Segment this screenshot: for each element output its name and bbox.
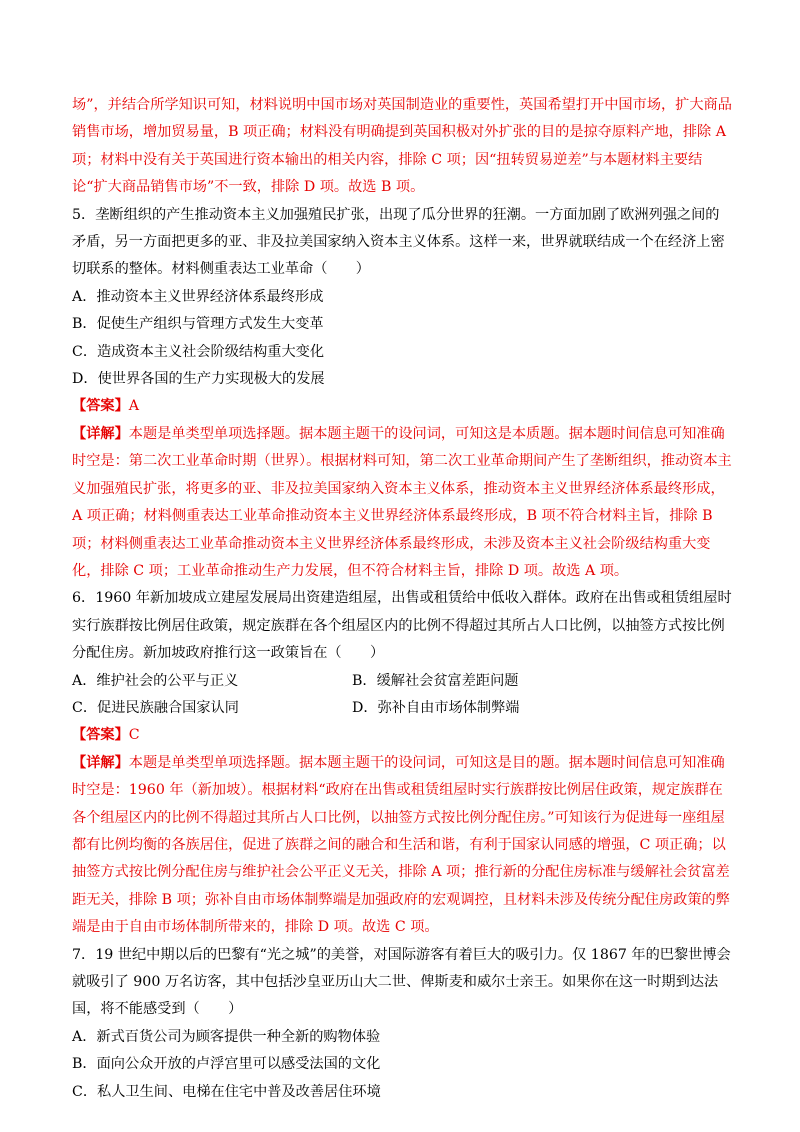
question-6-stem: 6．1960 年新加坡成立建屋发展局出资建造组屋，出售或租赁给中低收入群体。政府在出售或租赁组屋时实行族群按比例居住政策，规定族群在各个组屋区内的比例不得超过其所占人口比例，以抽签方式按比例分配住房。新加坡政府推行这一政策旨在（ ） (72, 590, 732, 662)
question-7-option-b: B．面向公众开放的卢浮宫里可以感受法国的文化 (72, 1056, 381, 1073)
question-5-option-b: B．促使生产组织与管理方式发生大变革 (72, 316, 324, 333)
document-page (72, 92, 732, 1106)
question-5-stem: 5．垄断组织的产生推动资本主义加强殖民扩张，出现了瓜分世界的狂潮。一方面加剧了欧洲列强之间的矛盾，另一方面把更多的亚、非及拉美国家纳入资本主义体系。这样一来，世界就联结成一个在经济上密切联系的整体。材料侧重表达工业革命（ ） (72, 206, 725, 278)
question-5-answer (72, 393, 732, 420)
answer-value: A (128, 398, 140, 415)
question-6-option-d: D．弥补自由市场体制弊端 (352, 699, 520, 716)
question-6 (72, 585, 732, 941)
question-5-explanation (72, 421, 732, 585)
question-5-option-a: A．推动资本主义世界经济体系最终形成 (72, 288, 324, 305)
question-6-option-b: B．缓解社会贫富差距问题 (352, 672, 519, 689)
question-7-option-c: C．私人卫生间、电梯在住宅中普及改善居住环境 (72, 1083, 381, 1100)
answer-value: C (128, 727, 140, 744)
question-6-explanation (72, 750, 732, 942)
question-6-options-row-1 (72, 668, 732, 695)
detail-tag: 【详解】 (72, 754, 129, 771)
question-6-options-row-2 (72, 695, 732, 722)
detail-text: 本题是单类型单项选择题。据本题主题干的设问词，可知这是目的题。据本题时间信息可知准确时空是：1960 年（新加坡）。根据材料“政府在出售或租赁组屋时实行族群按比例居住政策，规定族群在各个组屋区内的比例不得超过其所占人口比例，以抽签方式按比例分配住房。”可知该行为促进每一座组屋都有比例均衡的各族居住，促进了族群之间的融合和生活和谐，有利于国家认同感的增强，C 项正确；以抽签方式按比例分配住房与维护社会公平正义无关，排除 A 项；推行新的分配住房标准与缓解社会贫富差距无关，排除 B 项；弥补自由市场体制弊端是加强政府的宏观调控，且材料未涉及传统分配住房政策的弊端是由于自由市场体制所带来的，排除 D 项。故选 C 项。 (72, 754, 730, 936)
question-6-answer (72, 722, 732, 749)
question-7-stem: 7．19 世纪中期以后的巴黎有“光之城”的美誉，对国际游客有着巨大的吸引力。仅 1867 年的巴黎世博会就吸引了 900 万名访客，其中包括沙皇亚历山大二世、俾斯麦和威尔士亲王。如果你在这一时期到达法国，将不能感受到（ ） (72, 946, 731, 1018)
question-5 (72, 202, 732, 586)
question-5-option-d: D．使世界各国的生产力实现极大的发展 (72, 371, 325, 388)
answer-tag: 【答案】 (72, 727, 129, 744)
previous-explanation: 场”，并结合所学知识可知，材料说明中国市场对英国制造业的重要性，英国希望打开中国市场，扩大商品销售市场，增加贸易量，B 项正确；材料没有明确提到英国积极对外扩张的目的是掠夺原料产地，排除 A 项；材料中没有关于英国进行资本输出的相关内容，排除 C 项；因“扭转贸易逆差”与本题材料主要结论“扩大商品销售市场”不一致，排除 D 项。故选 B 项。 (72, 97, 732, 196)
detail-tag: 【详解】 (72, 425, 129, 442)
detail-text: 本题是单类型单项选择题。据本题主题干的设问词，可知这是本质题。据本题时间信息可知准确时空是：第二次工业革命时期（世界）。根据材料可知，第二次工业革命期间产生了垄断组织，推动资本主义加强殖民扩张，将更多的亚、非及拉美国家纳入资本主义体系，推动资本主义世界经济体系最终形成，A 项正确；材料侧重表达工业革命推动资本主义世界经济体系最终形成，B 项不符合材料主旨，排除 B 项；材料侧重表达工业革命推动资本主义世界经济体系最终形成，未涉及资本主义社会阶级结构重大变化，排除 C 项；工业革命推动生产力发展，但不符合材料主旨，排除 D 项。故选 A 项。 (72, 425, 732, 579)
answer-tag: 【答案】 (72, 398, 129, 415)
question-7 (72, 942, 732, 1106)
question-6-option-a: A．维护社会的公平与正义 (72, 672, 239, 689)
question-7-option-a: A．新式百货公司为顾客提供一种全新的购物体验 (72, 1028, 381, 1045)
question-6-option-c: C．促进民族融合国家认同 (72, 699, 239, 716)
question-5-option-c: C．造成资本主义社会阶级结构重大变化 (72, 343, 325, 360)
